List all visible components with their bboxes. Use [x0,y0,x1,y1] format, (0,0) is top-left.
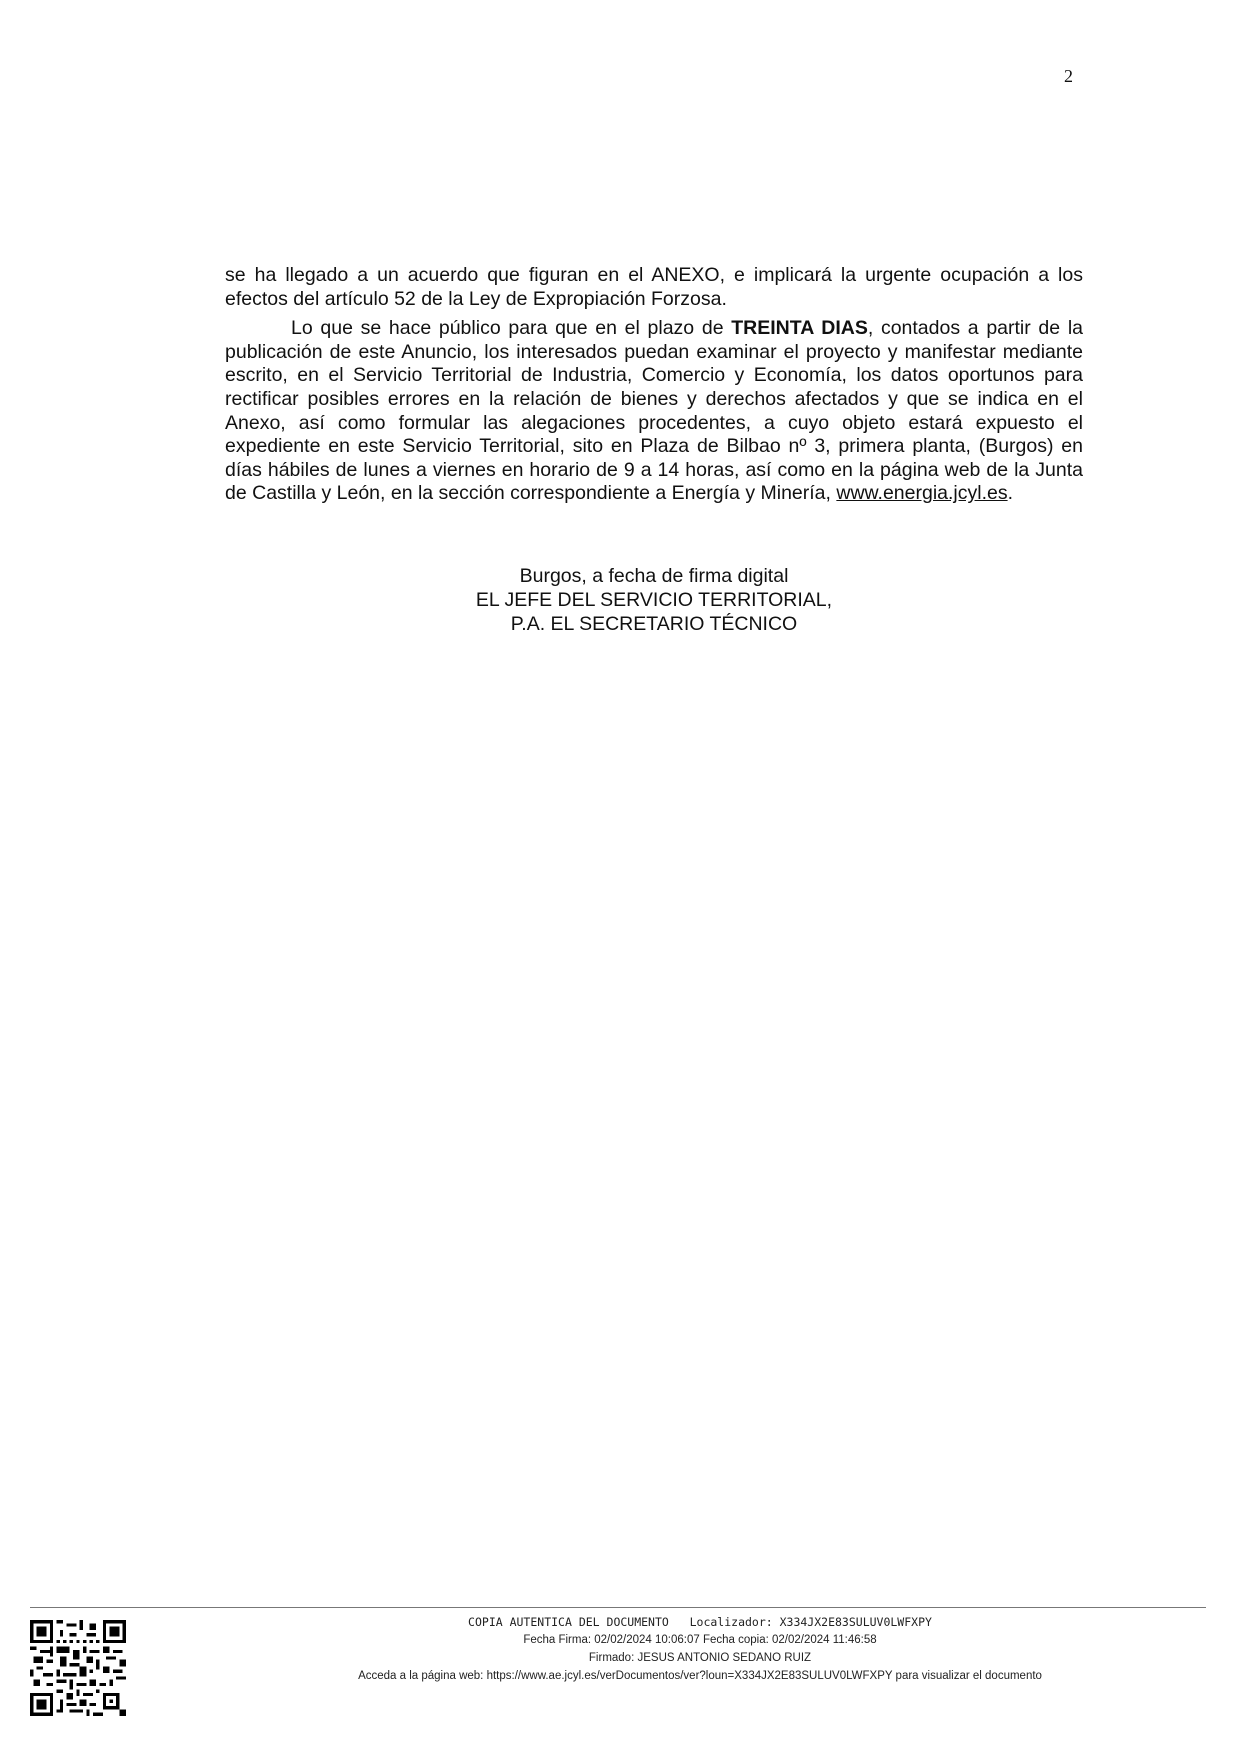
footer-dates: Fecha Firma: 02/02/2024 10:06:07 Fecha copia: 02/02/2024 11:46:58 [523,1634,877,1646]
signature-delegate: P.A. EL SECRETARIO TÉCNICO [510,613,798,635]
footer-verification [240,1613,1160,1685]
footer-access-url[interactable]: Acceda a la página web: https://www.ae.jcyl.es/verDocumentos/ver?loun=X334JX2E83SULUV0LWFXPY para visualizar el documento [358,1670,1042,1682]
signature-block [225,564,1083,636]
document-body [225,264,1083,506]
energia-website-link[interactable]: www.energia.jcyl.es [836,482,1008,505]
footer-signed-by: Firmado: JESUS ANTONIO SEDANO RUIZ [588,1652,812,1664]
paragraph-2-intro: Lo que se hace público para que en el plazo de [291,317,732,340]
paragraph-2-end: . [1007,482,1014,505]
deadline-emphasis: TREINTA DIAS [731,317,868,340]
signature-role: EL JEFE DEL SERVICIO TERRITORIAL, [475,589,833,611]
paragraph-2-body: , contados a partir de la publicación de este Anuncio, los interesados puedan examinar el proyecto y manifestar mediante escrito, en el Servicio Territorial de Industria, Comercio y Economía, los datos oportunos para rectificar posibles errores en la relación de bienes y derechos afectados y que se indica en el Anexo, así como formular las alegaciones procedentes, a cuyo objeto estará expuesto el expediente en este Servicio Territorial, sito en Plaza de Bilbao nº 3, primera planta, (Burgos) en días hábiles de lunes a viernes en horario de 9 a 14 horas, así como en la página web de la Junta de Castilla y León, en la sección correspondiente a Energía y Minería, [225,317,1083,505]
paragraph-2 [225,317,1083,506]
page-number: 2 [1064,66,1073,86]
paragraph-1: se ha llegado a un acuerdo que figuran en el ANEXO, e implicará la urgente ocupación a los efectos del artículo 52 de la Ley de Expropiación Forzosa. [225,264,1083,310]
qr-code-icon [30,1620,126,1716]
signature-place-date: Burgos, a fecha de firma digital [519,565,789,587]
footer-divider [30,1607,1206,1608]
footer-copy-localizador: COPIA AUTENTICA DEL DOCUMENTO Localizador: X334JX2E83SULUV0LWFXPY [468,1615,932,1629]
